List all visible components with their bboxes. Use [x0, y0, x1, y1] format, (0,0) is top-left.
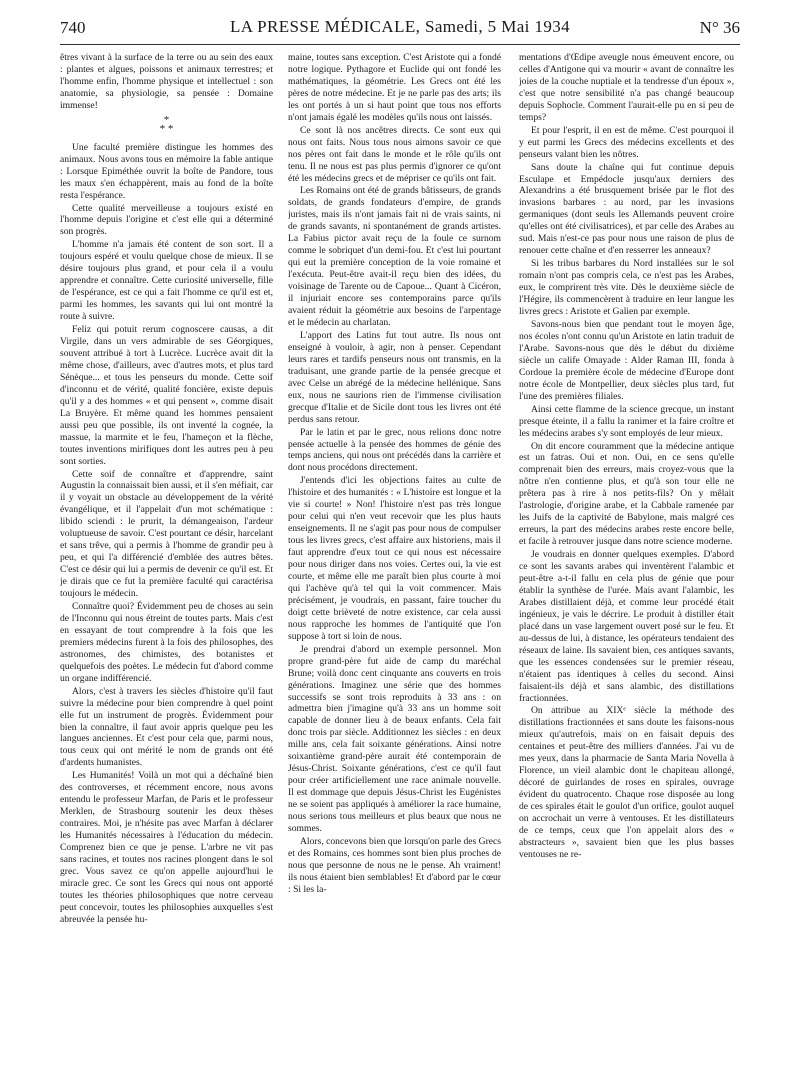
journal-title: LA PRESSE MÉDICALE, Samedi, 5 Mai 1934	[229, 17, 571, 36]
issue-number: N° 36	[699, 18, 740, 37]
paragraph: Savons-nous bien que pendant tout le moyen âge, nos écoles n'ont connu qu'un Aristote en latin traduit de l'Arabe. Savons-nous que dès le début du dixième siècle un calife Omayade : Alder Raman III, fonda à Cordoue la première école de médecine d'Europe dont notre école de Montpellier, deux siècles plus tard, fut l'une des premières filiales.	[519, 318, 734, 402]
paragraph: Alors, c'est à travers les siècles d'histoire qu'il faut suivre la médecine pour bien comprendre à quel point elle fut un instrument de progrès. Évidemment pour bien la connaître, il faut avoir appris quelque peu les langues anciennes. Et c'est pour cela que, parmi nous, tous ceux qui ont mérité le nom de grands ont été d'ardents humanistes.	[60, 685, 273, 769]
paragraph: Les Romains ont été de grands bâtisseurs, de grands soldats, de grands fondateurs d'empire, de grands juristes, mais ils n'ont jamais fait ni de vrais saints, ni de grands savants, ni spontanément de grands artistes. La Fabius pictor avait reçu de la foule ce surnom comme le sobriquet d'un demi-fou. Et c'est lui pourtant qui eut la première conception de la voie romaine et l'exécuta. Peut-être avait-il reçu bien des idées, du voisinage de Tarente ou de Capoue... Quant à Cicéron, il injuriait encore ses contemporains parce qu'ils avaient réduit la géométrie aux besoins de l'arpentage et le médecin au charlatan.	[288, 185, 501, 328]
column-right	[519, 52, 734, 1072]
paragraph: Cette qualité merveilleuse a toujours existé en l'homme depuis l'origine et c'est elle qui a déterminé son progrès.	[60, 202, 273, 238]
paragraph: Connaître quoi? Évidemment peu de choses au sein de l'Inconnu qui nous étreint de toutes parts. Mais c'est en essayant de tout comprendre à la fois que les premiers médecins furent à la fois des philosophes, des astronomes, des chimistes, des botanistes et quelquefois des poètes. Le médecin fut d'abord comme un organe indifférencié.	[60, 600, 273, 684]
paragraph: Je prendrai d'abord un exemple personnel. Mon propre grand-père fut aide de camp du maréchal Brune; voilà donc cent cinquante ans couverts en trois générations. Imaginez une série que des hommes successifs se sont trois reproduits à 33 ans : on admettra bien j'imagine qu'à 33 ans un homme soit capable de donner lieu à de beaux enfants. Cela fait donc trois par siècle. Additionnez les siècles : en deux mille ans, cela fait soixante générations. Ainsi notre soixantième grand-père aurait été contemporain de Jésus-Christ. Soixante générations, c'est ce qu'il faut pour créer artificiellement une race animale nouvelle. Il est dommage que depuis Jésus-Christ les Eugénistes ne se soient pas appliqués à améliorer la race humaine, nous serions tous meilleurs et plus beaux que nous ne sommes.	[288, 643, 501, 834]
paragraph: Ce sont là nos ancêtres directs. Ce sont eux qui nous ont faits. Nous tous nous aimons savoir ce que nos pères ont fait dans le monde et le rôle qu'ils ont tenu. Il ne nous est pas plus permis d'ignorer ce qu'ont été les médecins grecs et de mépriser ce qu'ils ont fait.	[288, 124, 501, 184]
paragraph: maine, toutes sans exception. C'est Aristote qui a fondé notre logique. Pythagore et Euclide qui ont fondé les mathématiques, la géométrie. Les Grecs ont été les pères de notre médecine. Et je ne parle pas des arts; ils les ont portés à un si haut point que tous nos efforts n'ont jamais égalé les modèles qu'ils nous ont laissés.	[288, 52, 501, 123]
header-rule	[60, 44, 740, 45]
page-header	[60, 14, 740, 42]
paragraph: Je voudrais en donner quelques exemples. D'abord ce sont les savants arabes qui inventèrent l'alambic et peut-être a-t-il fallu en cela plus de génie que pour établir la synthèse de l'urée. Mais avant l'alambic, les Arabes distillaient déjà, et comme leur procédé était ingénieux, je vais le décrire. Le produit à distiller était placé dans un vase largement ouvert posé sur le feu. Et au-dessus de lui, à distance, les opérateurs tendaient des réseaux de laine. Ils savaient bien, ces antiques savants, que les essences condensées sur le premier réseau, n'étaient pas identiques à celles du second. Ainsi faisaient-ils déjà et sans alambic, des distillations fractionnées.	[519, 549, 734, 704]
paragraph: Une faculté première distingue les hommes des animaux. Nous avons tous en mémoire la fable antique : Lorsque Epiméthée ouvrit la boîte de Pandore, tous les maux s'en échappèrent, mais au fond de la boîte resta l'espérance.	[60, 141, 273, 201]
paragraph: Sans doute la chaîne qui fut continue depuis Esculape et Empédocle jusqu'aux derniers des Alexandrins a été brusquement brisée par le flot des invasions barbares : au nord, par les invasions germaniques (dont seuls les Allemands peuvent croire qu'elles ont été civilisatrices), et par celle des Arabes au sud. Mais n'est-ce pas pour nous une raison de plus de renouer cette chaîne et d'en resserrer les anneaux?	[519, 161, 734, 257]
paragraph: L'apport des Latins fut tout autre. Ils nous ont enseigné à vouloir, à agir, non à penser. Cependant leurs rares et tardifs penseurs nous ont transmis, en la traduisant, une grande partie de la pensée grecque et avec Celse un abrégé de la médecine hellénique. Sans eux, nous ne saurions rien de l'immense civilisation grecque d'Italie et de Sicile dont tous les livres ont été perdus sans retour.	[288, 329, 501, 425]
paragraph: Ainsi cette flamme de la science grecque, un instant presque éteinte, il a fallu la ranimer et la faire croître et les médecins arabes s'y sont employés de leur mieux.	[519, 403, 734, 439]
paragraph: mentations d'Œdipe aveugle nous émeuvent encore, ou celles d'Antigone qui va mourir « avant de connaître les joies de la couche nuptiale et la tendresse d'un époux », c'est que notre sensibilité n'a pas changé beaucoup depuis Sophocle. Comment l'aurait-elle pu en si peu de temps?	[519, 52, 734, 123]
section-asterism	[60, 113, 273, 135]
column-middle	[288, 52, 501, 1072]
paragraph: On attribue au XIXᵉ siècle la méthode des distillations fractionnées et sans doute les faisons-nous mieux qu'autrefois, mais on en faisait depuis des centaines et peut-être des milliers d'années. J'ai vu de mes yeux, dans la pharmacie de Santa Maria Novella à Florence, un vieil alambic dont le chapiteau allongé, décoré de guirlandes de roses en spirales, ouvrage évident du quatrocento. Chaque rose disposée au long de ces spirales était le goulot d'un orifice, goulot auquel on accrochait un verre à ventouses. Et les distillateurs de ce temps, ceux que l'on appelait alors des « abstracteurs », savaient bien que les plus basses ventouses ne re-	[519, 705, 734, 860]
paragraph: Cette soif de connaître et d'apprendre, saint Augustin la connaissait bien aussi, et il s'en méfiait, car il y voyait un obstacle au développement de la vérité évangélique, et il l'appelait d'un mot schématique : libido sciendi : le prurit, la démangeaison, l'ardeur voluptueuse de savoir. C'est pourtant ce désir, harcelant et sans trêve, qui a permis à l'homme de grandir peu à peu, et qui l'a différencié d'emblée des autres bêtes. C'est ce désir qui lui a permis de devenir ce qu'il est. Et je dirais que ce fut la première faculté qui caractérisa toujours le médecin.	[60, 468, 273, 600]
paragraph: Les Humanités! Voilà un mot qui a déchaîné bien des controverses, et récemment encore, nous avons entendu le professeur Marfan, de Paris et le professeur Merklen, de Strasbourg soutenir les deux thèses contraires. Moi, je n'hésite pas avec Marfan à déclarer les Humanités nécessaires à l'éducation du médecin. Comprenez bien ce que je pense. L'arbre ne vit pas sans racines, et toutes nos racines plongent dans le sol grec. Vous savez ce qu'on appelle aujourd'hui le miracle grec. Ce sont les Grecs qui nous ont apporté toutes les théories philosophiques que notre cerveau peut concevoir, toutes les philosophies auxquelles s'est abreuvée la pensée hu-	[60, 770, 273, 925]
paragraph: êtres vivant à la surface de la terre ou au sein des eaux : plantes et algues, poissons et animaux terrestres; et l'homme enfin, l'homme physique et intellectuel : son anatomie, sa physiologie, sa pensée : Domaine immense!	[60, 52, 273, 111]
paragraph: Si les tribus barbares du Nord installées sur le sol romain n'ont pas compris cela, ce n'est pas les Arabes, eux, le comprirent très vite. Dès le deuxième siècle de l'Hégire, ils commencèrent à traduire en leur langue les livres grecs : Aristote et Galien par exemple.	[519, 258, 734, 318]
paragraph: J'entends d'ici les objections faites au culte de l'histoire et des humanités : « L'histoire est longue et la vie si courte! » Non! l'histoire n'est pas très longue pour celui qui n'en veut recevoir que les plus hauts enseignements. Il ne s'agit pas pour nous de compulser tous les livres grecs, c'est affaire aux historiens, mais il faut apprendre d'eux tout ce qui nous est nécessaire pour nous diriger dans nos voies. Certes oui, la vie est courte, et même elle me paraît bien plus courte à moi qui l'achève qu'à tel qui la voit commencer. Mais précisément, je voudrais, en passant, faire toucher du doigt cette brièveté de notre existence, car cela aussi nous rapproche les hommes de l'antiquité que l'on suppose à tort si loin de nous.	[288, 475, 501, 642]
asterism-bottom: * *	[159, 122, 174, 135]
column-left	[60, 52, 273, 1072]
asterism-top: *	[163, 113, 170, 126]
paragraph: Feliz qui potuit rerum cognoscere causas, a dit Virgile, dans un vers admirable de ses Géorgiques, souvent attribué à tort à Lucrèce. Lucrèce avait dit la même chose, d'ailleurs, avec d'autres mots, et plus tard Sénèque... et tous les penseurs du monde. Cette soif d'inconnu et de vérité, qualité foncière, existe depuis qu'il y a des hommes « et qui pensent », comme disait La Bruyère. Et même quand les hommes pensaient aussi peu que possible, ils ont inventé la cognée, la massue, la marmite et le feu, l'hameçon et la flèche, toutes inventions mirifiques dont les autres peu à peu sont sorties.	[60, 324, 273, 467]
page-number: 740	[60, 18, 86, 37]
paragraph: On dit encore couramment que la médecine antique est un fatras. Oui et non. Oui, en ce sens qu'elle comprenait bien des erreurs, mais croyez-vous que la nôtre n'en contienne plus, et qu'à son tour elle ne prêtera pas à rire à nos petits-fils? On y mêlait l'astrologie, d'origine arabe, et la Cabbale ramenée par les Juifs de la captivité de Babylone, mais malgré ces erreurs, la part des médecins arabes reste encore belle, et facile à retrouver jusque dans notre science moderne.	[519, 440, 734, 548]
paragraph: Et pour l'esprit, il en est de même. C'est pourquoi il y eut parmi les Grecs des médecins excellents et des penseurs valant bien les nôtres.	[519, 124, 734, 160]
paragraph: Alors, concevons bien que lorsqu'on parle des Grecs et des Romains, ces hommes sont bien plus proches de nous que personne de nous ne le pense. Ah vraiment! ils nous étaient bien semblables! Et d'abord par le cœur : Si les la-	[288, 835, 501, 895]
paragraph: Par le latin et par le grec, nous relions donc notre pensée actuelle à la pensée des hommes de génie des temps anciens, qui nous ont précédés dans la carrière et dont nous procédons directement.	[288, 426, 501, 474]
paragraph: L'homme n'a jamais été content de son sort. Il a toujours espéré et voulu quelque chose de mieux. Il se désire toujours plus grand, et pour cela il a voulu apprendre et connaître. Cette curiosité universelle, fille de l'espérance, est ce qui a fait l'homme ce qu'il est et, parmi les hommes, les savants qui lui ont montré la route à suivre.	[60, 239, 273, 323]
